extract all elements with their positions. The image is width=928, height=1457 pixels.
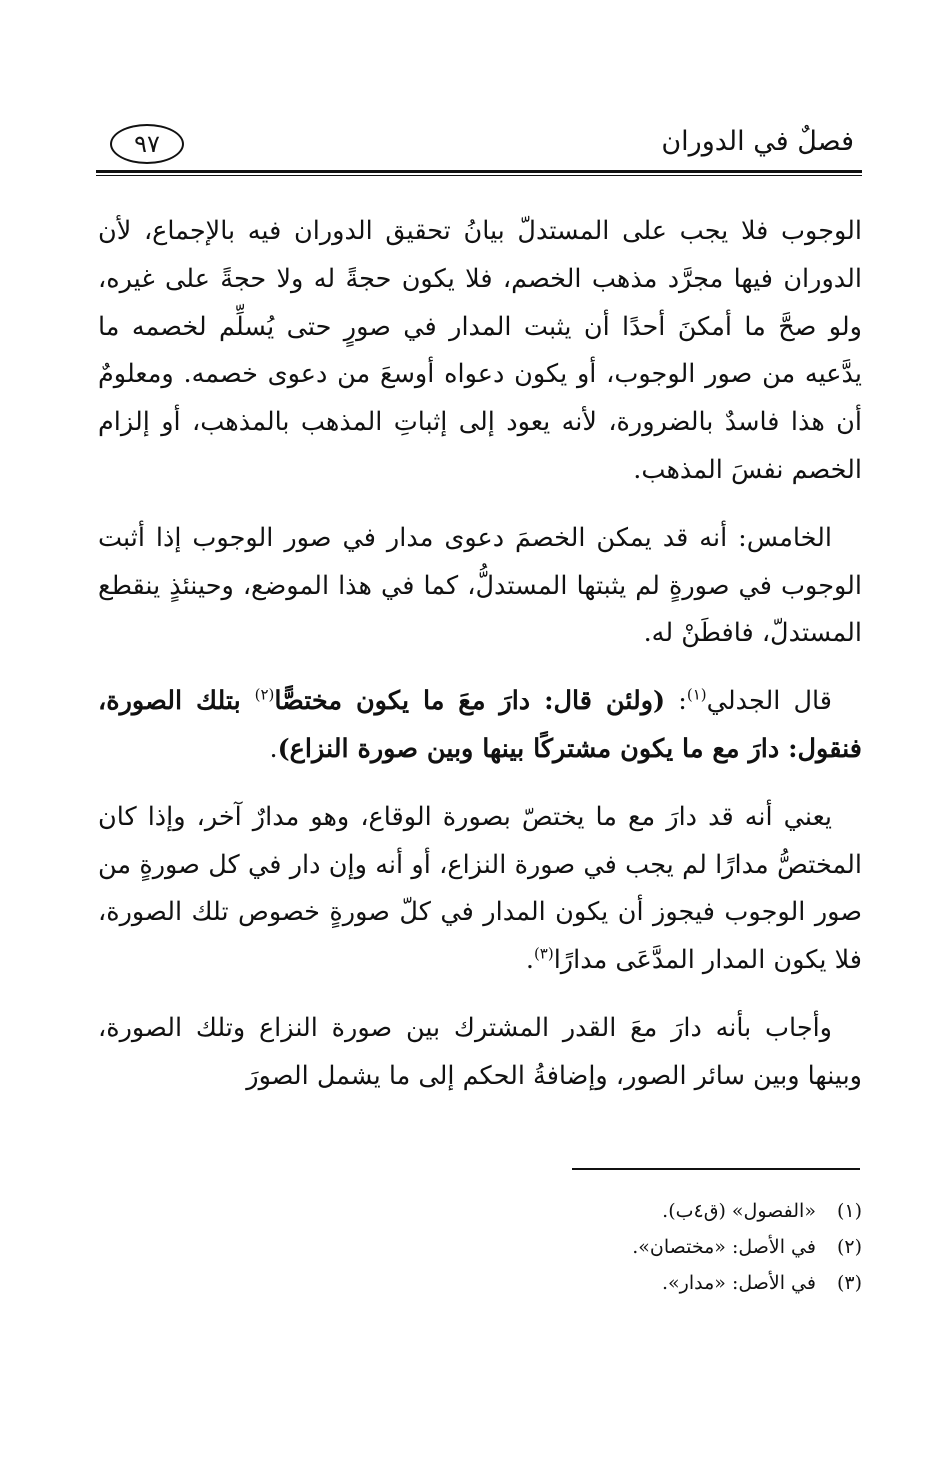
paragraph-4-text: يعني أنه قد دارَ مع ما يختصّ بصورة الوقاع، وهو مدارٌ آخر، وإذا كان المختصُّ مدارًا لم يجب في صورة النزاع، أو أنه وإن دار في كل صورةٍ من صور الوجوب فيجوز أن يكون المدار في كلّ صورةٍ خصوص تلك الصورة، فلا يكون المدار المدَّعَى مدارًا: [98, 801, 862, 976]
page-number-badge: ٩٧: [110, 124, 184, 164]
paragraph-4: [98, 794, 862, 985]
paragraph-5: وأجاب بأنه دارَ معَ القدر المشترك بين صورة النزاع وتلك الصورة، وبينها وبين سائر الصور، وإضافةُ الحكم إلى ما يشمل الصورَ: [98, 1012, 862, 1091]
chapter-title: فصلٌ في الدوران: [661, 126, 854, 157]
footnote-1: [442, 1193, 862, 1229]
footnote-ref-1[interactable]: (١): [686, 685, 707, 704]
paragraph-3-lead: قال الجدلي: [706, 686, 832, 717]
footnotes: [442, 1193, 862, 1301]
footnote-3: [442, 1265, 862, 1301]
running-header: [96, 118, 862, 174]
quoted-text-part-b: بتلك الصورة، فنقول: دارَ مع ما يكون مشتركًا بينها وبين صورة النزاع): [98, 686, 862, 764]
paragraph-3-tail: .: [269, 733, 278, 764]
footnote-ref-2[interactable]: (٢): [254, 685, 275, 704]
paragraph-2: الخامس: أنه قد يمكن الخصمَ دعوى مدار في صور الوجوب إذا أثبت الوجوب في صورةٍ لم يثبتها المستدلُّ، كما في هذا الموضع، وحينئذٍ ينقطع المستدلّ، فافطَنْ له.: [98, 522, 862, 649]
paragraph-3: [98, 678, 862, 774]
footnote-number: (٢): [836, 1236, 862, 1258]
paragraph-1: الوجوب فلا يجب على المستدلّ بيانُ تحقيق الدوران فيه بالإجماع، لأن الدوران فيها مجرَّد مذهب الخصم، فلا يكون حجةً له ولا حجةً على غيره، ولو صحَّ ما أمكنَ أحدًا أن يثبت المدار في صورٍ حتى يُسلِّم لخصمه ما يدَّعيه من صور الوجوب، أو يكون دعواه أوسعَ من دعوى خصمه. ومعلومٌ أن هذا فاسدٌ بالضرورة، لأنه يعود إلى إثباتِ المذهب بالمذهب، أو إلزام الخصم نفسَ المذهب.: [98, 216, 862, 485]
footnote-ref-3[interactable]: (٣): [533, 944, 554, 963]
footnote-2: [442, 1229, 862, 1265]
footnote-text: في الأصل: «مختصان».: [632, 1236, 816, 1258]
footnote-number: (١): [836, 1200, 862, 1222]
paragraph-3-colon: :: [665, 686, 687, 717]
paragraph-4-tail: .: [525, 945, 534, 976]
main-text: [98, 208, 862, 1121]
header-rule: [96, 170, 862, 173]
quoted-text-part-a: (ولئن قال: دارَ معَ ما يكون مختصًّا: [274, 686, 666, 717]
footnote-number: (٣): [836, 1272, 862, 1294]
footnote-separator: [572, 1168, 860, 1170]
footnote-text: في الأصل: «مدار».: [662, 1272, 816, 1294]
header-rule-thin: [96, 175, 862, 176]
footnote-text: «الفصول» (ق٤ب).: [662, 1200, 816, 1222]
